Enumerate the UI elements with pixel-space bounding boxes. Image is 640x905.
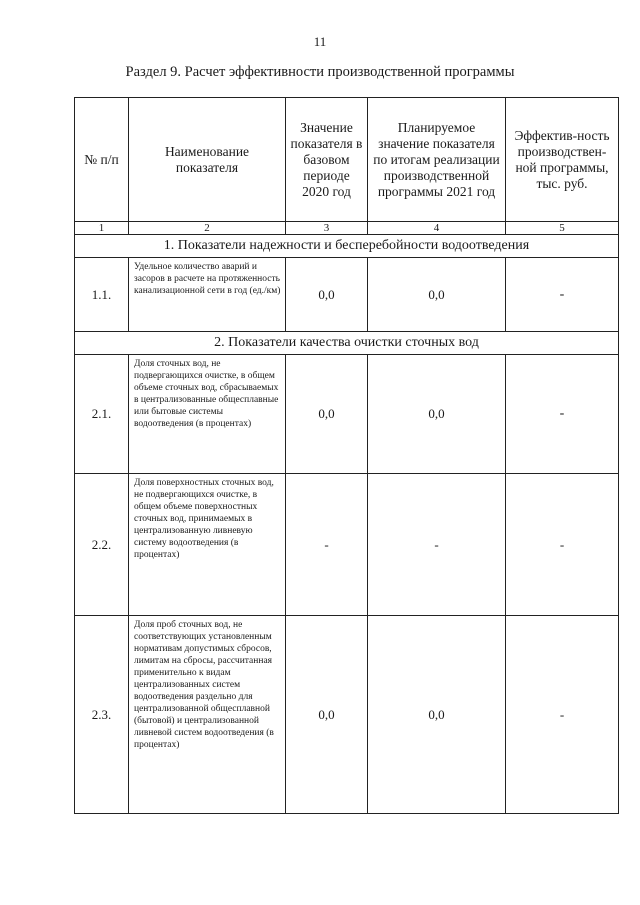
column-number: 3 [286,222,368,235]
header-name: Наименование показателя [129,98,286,222]
section-row [75,235,619,258]
base-value: 0,0 [286,355,368,474]
section-row [75,332,619,355]
column-number: 1 [75,222,129,235]
efficiency-value: - [506,616,619,814]
efficiency-table [74,97,619,814]
efficiency-value: - [506,474,619,616]
page-number: 11 [313,34,327,49]
table-row [75,474,619,616]
table-row [75,355,619,474]
section-title: Раздел 9. Расчет эффективности производственной программы [125,64,515,80]
row-number: 2.2. [75,474,129,616]
column-number: 5 [506,222,619,235]
plan-value: 0,0 [368,355,506,474]
plan-value: - [368,474,506,616]
base-value: - [286,474,368,616]
row-number: 2.3. [75,616,129,814]
plan-value: 0,0 [368,616,506,814]
column-number-row [75,222,619,235]
header-num: № п/п [75,98,129,222]
indicator-name: Доля проб сточных вод, не соответствующих установленным нормативам допустимых сбросов, лимитам на сбросы, рассчитанная применительно к видам централизованных систем водоотведения раздельно для централизованной общесплавной (бытовой) и централизованной ливневой систем водоотведения (в процентах) [129,616,286,814]
row-number: 1.1. [75,258,129,332]
indicator-name: Доля сточных вод, не подвергающихся очистке, в общем объеме сточных вод, сбрасываемых в централизованные общесплавные или бытовые системы водоотведения (в процентах) [129,355,286,474]
indicator-name: Удельное количество аварий и засоров в расчете на протяженность канализационной сети в год (ед./км) [129,258,286,332]
header-plan: Планируемое значение показателя по итогам реализации производственной программы 2021 год [368,98,506,222]
column-number: 2 [129,222,286,235]
section-heading: 1. Показатели надежности и бесперебойности водоотведения [75,235,619,258]
header-base: Значение показателя в базовом периоде 2020 год [286,98,368,222]
row-number: 2.1. [75,355,129,474]
header-row [75,98,619,222]
base-value: 0,0 [286,616,368,814]
column-number: 4 [368,222,506,235]
section-heading: 2. Показатели качества очистки сточных вод [75,332,619,355]
table-row [75,258,619,332]
efficiency-value: - [506,355,619,474]
efficiency-value: - [506,258,619,332]
indicator-name: Доля поверхностных сточных вод, не подвергающихся очистке, в общем объеме поверхностных сточных вод, принимаемых в централизованную ливневую систему водоотведения (в процентах) [129,474,286,616]
base-value: 0,0 [286,258,368,332]
table-row [75,616,619,814]
plan-value: 0,0 [368,258,506,332]
header-eff: Эффектив-ность производствен-ной программы, тыс. руб. [506,98,619,222]
